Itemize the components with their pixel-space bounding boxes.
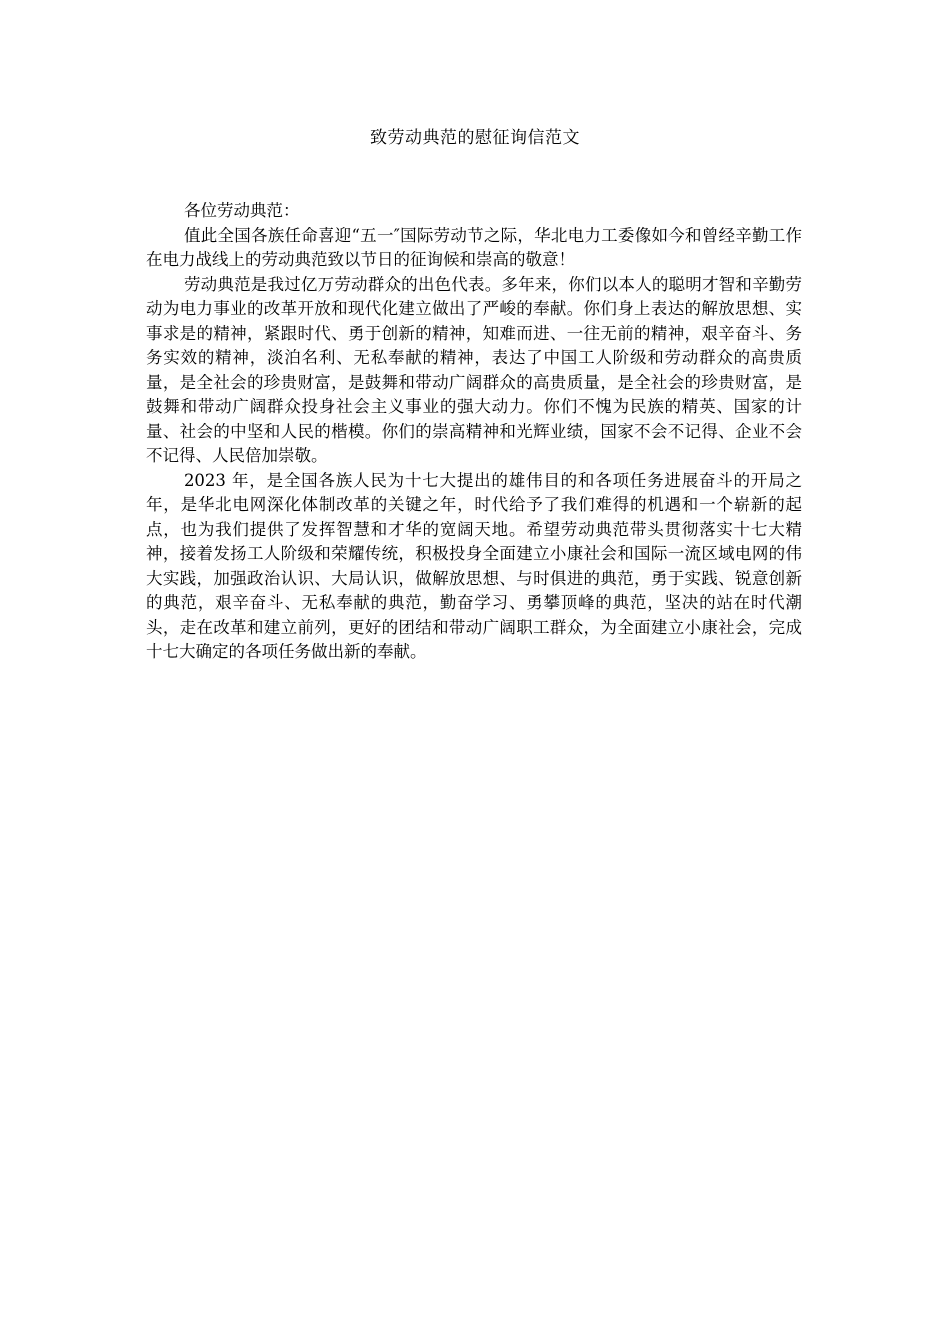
salutation: 各位劳动典范： [183,201,300,220]
document-body [146,199,802,665]
paragraph: 2023 年，是全国各族人民为十七大提出的雄伟目的和各项任务进展奋斗的开局之年，是华北电网深化体制改革的关键之年，时代给予了我们难得的机遇和一个崭新的起点，也为我们提供了发挥智慧和才华的宽阔天地。希望劳动典范带头贯彻落实十七大精神，接着发扬工人阶级和荣耀传统，积极投身全面建立小康社会和国际一流区域电网的伟大实践，加强政治认识、大局认识，做解放思想、与时俱进的典范，勇于实践、锐意创新的典范，艰辛奋斗、无私奉献的典范，勤奋学习、勇攀顶峰的典范，坚决的站在时代潮头，走在改革和建立前列，更好的团结和带动广阔职工群众，为全面建立小康社会，完成十七大确定的各项任务做出新的奉献。 [146,470,802,661]
paragraph: 值此全国各族任命喜迎“五一″国际劳动节之际，华北电力工委像如今和曾经辛勤工作在电力战线上的劳动典范致以节日的征询候和崇高的敬意！ [146,225,802,269]
paragraph: 劳动典范是我过亿万劳动群众的出色代表。多年来，你们以本人的聪明才智和辛勤劳动为电力事业的改革开放和现代化建立做出了严峻的奉献。你们身上表达的解放思想、实事求是的精神，紧跟时代、勇于创新的精神，知难而进、一往无前的精神，艰辛奋斗、务务实效的精神，淡泊名利、无私奉献的精神，表达了中国工人阶级和劳动群众的高贵质量，是全社会的珍贵财富，是鼓舞和带动广阔群众的高贵质量，是全社会的珍贵财富，是鼓舞和带动广阔群众投身社会主义事业的强大动力。你们不愧为民族的精英、国家的计量、社会的中坚和人民的楷模。你们的崇高精神和光辉业绩，国家不会不记得、企业不会不记得、人民倍加崇敬。 [146,274,802,465]
document-title: 致劳动典范的慰征询信范文 [370,128,580,148]
